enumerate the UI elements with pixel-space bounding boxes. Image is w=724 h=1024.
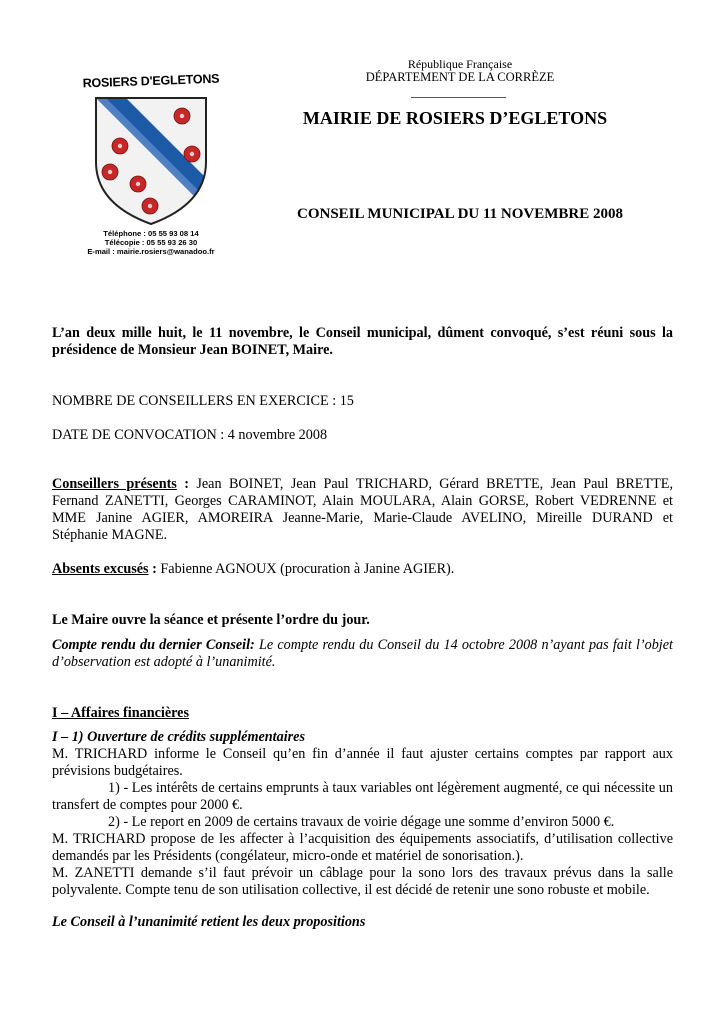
mairie-title: MAIRIE DE ROSIERS D’EGLETONS (302, 108, 608, 128)
section-item-1 (52, 780, 673, 814)
header-divider (411, 97, 506, 98)
absents-sep: : (148, 561, 161, 577)
section-item-1-text: 1) - Les intérêts de certains emprunts à taux variables ont légèrement augmenté, ce qui nécessite un transfert de comptes pour 2000 €. (52, 780, 673, 813)
section-item-2-text: 2) - Le report en 2009 de certains travaux de voirie dégage une somme d’environ 5000 €. (108, 814, 615, 830)
compte-rendu-paragraph (52, 637, 673, 671)
presents-label: Conseillers présents (52, 476, 177, 492)
presents-paragraph (52, 476, 673, 544)
ouverture-paragraph: Le Maire ouvre la séance et présente l’ordre du jour. (52, 612, 370, 628)
coat-of-arms-logo (76, 71, 226, 264)
compte-rendu-label: Compte rendu du dernier Conseil: (52, 637, 255, 653)
republique-label: République Française (407, 57, 513, 71)
section-title: I – Affaires financières (52, 705, 189, 721)
presents-text: Jean BOINET, Jean Paul TRICHARD, Gérard BRETTE, Jean Paul BRETTE, Fernand ZANETTI, Georges CARAMINOT, Alain MOULARA, Alain GORSE, Robert VEDRENNE et MME Janine AGIER, AMOREIRA Jeanne-Marie, Marie-Claude AVELINO, Mireille DURAND et Stéphanie MAGNE. (52, 476, 673, 543)
subsection-title: I – 1) Ouverture de crédits supplémentaires (52, 729, 305, 745)
conseil-title: CONSEIL MUNICIPAL DU 11 NOVEMBRE 2008 (296, 206, 623, 222)
compte-rendu-text: Le compte rendu du Conseil du 14 octobre 2008 n’ayant pas fait l’objet d’observation est adopté à l’unanimité. (52, 637, 673, 670)
logo-telecopie: Télécopie : 05 55 93 26 30 (104, 238, 198, 247)
intro-paragraph: L’an deux mille huit, le 11 novembre, le Conseil municipal, dûment convoqué, s’est réuni sous la présidence de Monsieur Jean BOINET, Maire. (52, 325, 673, 358)
absents-text: Fabienne AGNOUX (procuration à Janine AGIER). (160, 561, 455, 577)
logo-contact-block (76, 229, 226, 256)
section-paragraph-2: M. TRICHARD propose de les affecter à l’acquisition des équipements associatifs, d’utilisation collective demandés par les Présidents (congélateur, micro-onde et matériel de sonorisation.). (52, 831, 673, 864)
presents-sep: : (176, 476, 197, 492)
date-convocation: DATE DE CONVOCATION : 4 novembre 2008 (52, 427, 328, 443)
absents-paragraph (52, 561, 673, 578)
absents-label: Absents excusés (52, 561, 149, 577)
logo-email: E-mail : mairie.rosiers@wanadoo.fr (87, 247, 215, 256)
logo-telephone: Téléphone : 05 55 93 08 14 (103, 229, 199, 238)
section-paragraph-1: M. TRICHARD informe le Conseil qu’en fin d’année il faut ajuster certains comptes par rapport aux prévisions budgétaires. (52, 746, 673, 779)
nombre-conseillers: NOMBRE DE CONSEILLERS EN EXERCICE : 15 (52, 393, 354, 409)
logo-title: ROSIERS D'EGLETONS (82, 71, 220, 91)
section-paragraph-3: M. ZANETTI demande s’il faut prévoir un câblage pour la sono lors des travaux prévus dans la salle polyvalente. Compte tenu de son utilisation collective, il est décidé de retenir une sono robuste et mobile. (52, 865, 673, 898)
shield-icon (92, 92, 210, 228)
departement-label: DÉPARTEMENT DE LA CORRÈZE (365, 70, 555, 84)
section-item-2 (52, 814, 673, 831)
decision-paragraph: Le Conseil à l’unanimité retient les deux propositions (52, 914, 366, 930)
